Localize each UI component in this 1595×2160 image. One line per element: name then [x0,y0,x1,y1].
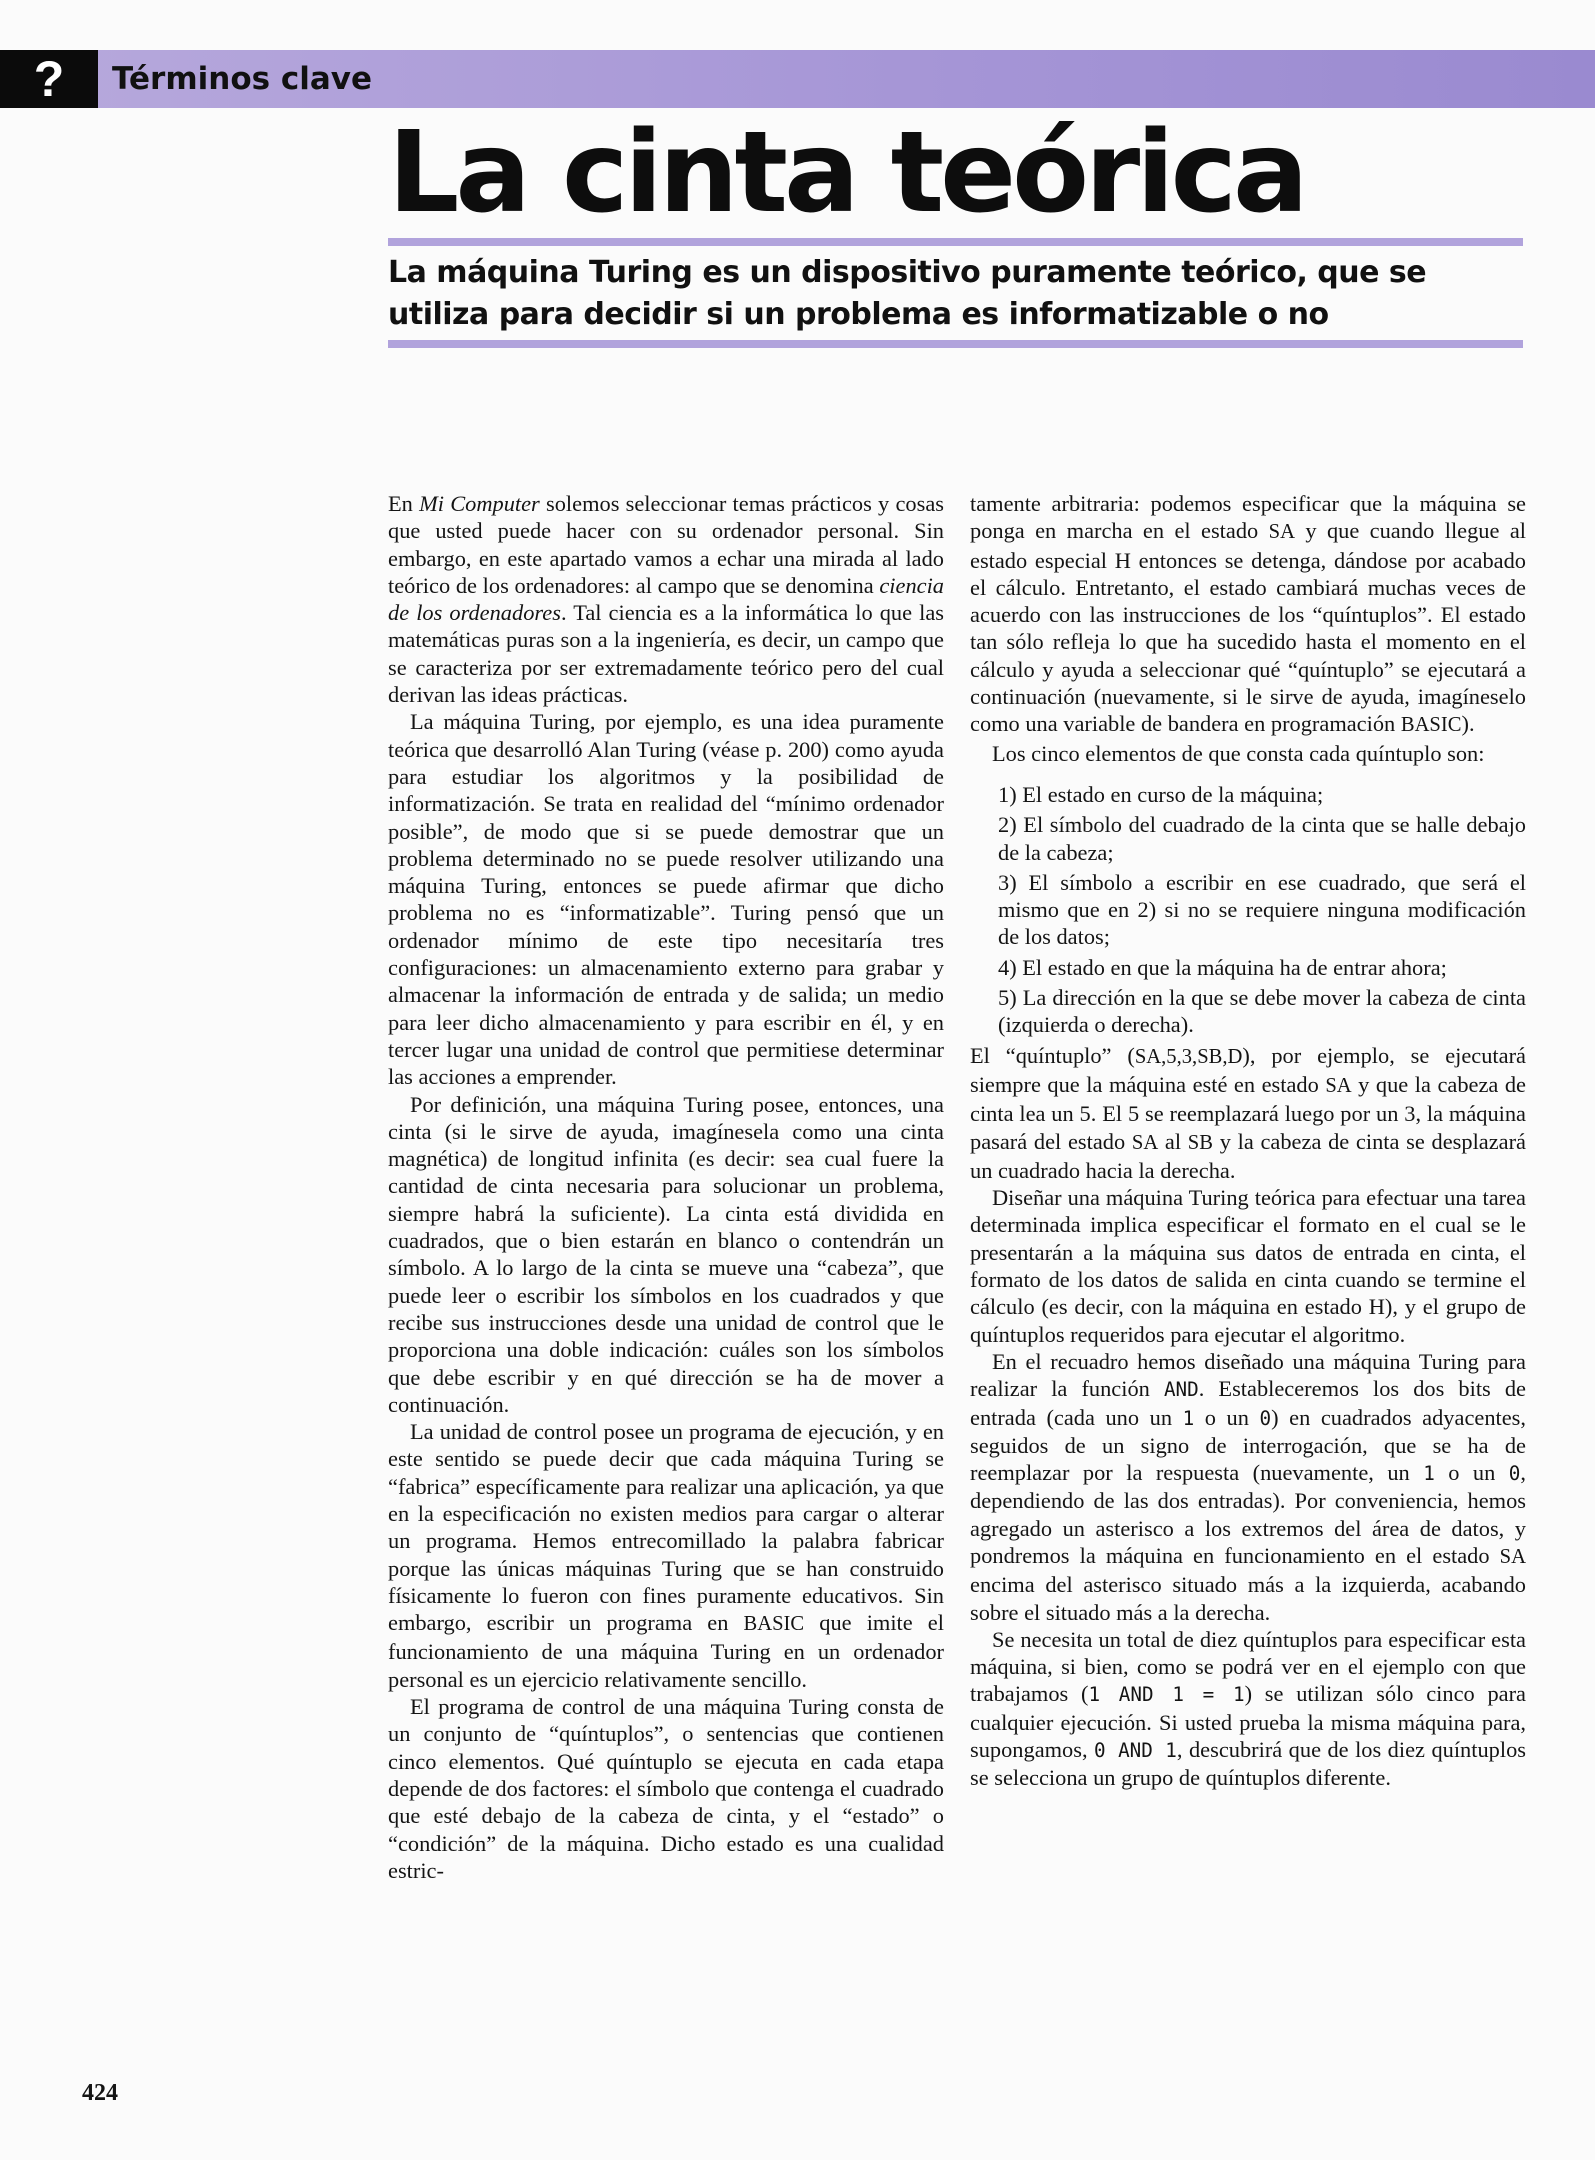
page-number: 424 [82,2080,118,2106]
list-item: 5) La dirección en la que se debe mover la cabeza de cinta (izquierda o derecha). [998,985,1526,1038]
paragraph: La máquina Turing, por ejemplo, es una idea puramente teórica que desarrolló Alan Turing (véase p. 200) como ayuda para estudiar los algoritmos y la posibilidad de informatización. Se trata en realidad del “mínimo ordenador posible”, de modo que si se puede demostrar que un problema determinado no se puede resolver utilizando una máquina Turing, entonces se puede afirmar que dicho problema no es “informatizable”. Turing pensó que un ordenador mínimo de este tipo necesitaría tres configuraciones: un almacenamiento externo para grabar y almacenar la información de entrada y de salida; un medio para leer dicho almacenamiento y para escribir en él, y en tercer lugar una unidad de control que permitiese determinar las acciones a emprender. [388,709,944,1090]
question-mark-icon: ? [0,50,98,108]
paragraph-continued: tamente arbitraria: podemos especificar que la máquina se ponga en marcha en el estado SA y que cuando llegue al estado especial H entonces se detenga, dándose por acabado el cálculo. Entretanto, el estado cambiará muchas veces de acuerdo con las instrucciones de los “quíntuplos”. El estado tan sólo refleja lo que ha sucedido hasta el momento en el cálculo y ayuda a seleccionar qué “quíntuplo” se ejecutará a continuación (nuevamente, si le sirve de ayuda, imagíneselo como una variable de bandera en programación BASIC). [970,491,1526,737]
paragraph: La unidad de control posee un programa de ejecución, y en este sentido se puede decir que cada máquina Turing se “fabrica” específicamente para realizar una aplicación, ya que en la especificación no existen medios para cargar o alterar un programa. Hemos entrecomillado la palabra fabricar porque las únicas máquinas Turing que se han construido físicamente lo fueron con fines puramente educativos. Sin embargo, escribir un programa en BASIC que imite el funcionamiento de una máquina Turing en un ordenador personal es un ejercicio relativamente sencillo. [388,1419,944,1692]
body-column-left [388,490,944,1884]
section-label: Términos clave [112,61,373,97]
list-item: 4) El estado en que la máquina ha de entrar ahora; [998,954,1447,980]
paragraph: Se necesita un total de diez quíntuplos para especificar esta máquina, si bien, como se podrá ver en el ejemplo con que trabajamos (1 AND 1 = 1) se utilizan sólo cinco para cualquier ejecución. Si usted prueba la misma máquina para, supongamos, 0 AND 1, descubrirá que de los diez quíntuplos se selecciona un grupo de quíntuplos diferente. [970,1626,1526,1791]
paragraph: Diseñar una máquina Turing teórica para efectuar una tarea determinada implica especificar el formato en el cual se le presentarán a la máquina sus datos de entrada en cinta, el formato de los datos de salida en cinta cuando se termine el cálculo (es decir, con la máquina en estado H), y el grupo de quíntuplos requeridos para ejecutar el algoritmo. [970,1185,1526,1347]
term-emphasis: ciencia de los ordenadores [388,572,944,626]
list-item: 2) El símbolo del cuadrado de la cinta que se halle debajo de la cabeza; [998,812,1526,865]
paragraph: Por definición, una máquina Turing posee, entonces, una cinta (si le sirve de ayuda, imagínesela como una cinta magnética) de longitud infinita (es decir: sea cual fuere la cantidad de cinta necesaria para solucionar un problema, siempre habrá la suficiente). La cinta está dividida en cuadrados, que o bien estarán en blanco o contendrán un símbolo. A lo largo de la cinta se mueve una “cabeza”, que puede leer o escribir los símbolos en los cuadrados y que recibe sus instrucciones desde una unidad de control que le proporciona una doble indicación: cuáles son los símbolos que debe escribir y en qué dirección se ha de mover a continuación. [388,1091,944,1417]
paragraph: Los cinco elementos de que consta cada quíntuplo son: [992,740,1485,766]
paragraph: El programa de control de una máquina Turing consta de un conjunto de “quíntuplos”, o sentencias que contienen cinco elementos. Qué quíntuplo se ejecuta en cada etapa depende de dos factores: el símbolo que contenga el cuadrado que esté debajo de la cabeza de cinta, y el “estado” o “condición” de la máquina. Dicho estado es una cualidad estric- [388,1694,944,1883]
title-rule-top [388,238,1523,246]
page-title: La cinta teórica [388,108,1305,238]
page-subtitle: La máquina Turing es un dispositivo puramente teórico, que se utiliza para decidir si un problema es informatizable o no [388,255,1427,332]
publication-name: Mi Computer [419,491,540,516]
list-item: 1) El estado en curso de la máquina; [998,781,1324,807]
paragraph: En el recuadro hemos diseñado una máquina Turing para realizar la función AND. Estableceremos los dos bits de entrada (cada uno un 1 o un 0) en cuadrados adyacentes, seguidos de un signo de interrogación, que se ha de reemplazar por la respuesta (nuevamente, un 1 o un 0, dependiendo de las dos entradas). Por conveniencia, hemos agregado un asterisco a los extremos del área de datos, y pondremos la máquina en funcionamiento en el estado SA encima del asterisco situado más a la izquierda, acabando sobre el situado más a la derecha. [970,1348,1526,1625]
body-column-right [970,490,1526,1792]
quintuple-elements-list [998,781,1526,1039]
list-item: 3) El símbolo a escribir en ese cuadrado, que será el mismo que en 2) si no se requiere ninguna modificación de los datos; [998,869,1526,950]
paragraph-intro: En Mi Computer solemos seleccionar temas prácticos y cosas que usted puede hacer con su ordenador personal. Sin embargo, en este apartado vamos a echar una mirada al lado teórico de los ordenadores: al campo que se denomina ciencia de los ordenadores. Tal ciencia es a la informática lo que las matemáticas puras son a la ingeniería, es decir, un campo que se caracteriza por ser extremadamente teórico pero del cual derivan las ideas prácticas. [388,491,944,708]
title-rule-bottom [388,340,1523,348]
paragraph: El “quíntuplo” (SA,5,3,SB,D), por ejemplo, se ejecutará siempre que la máquina esté en estado SA y que la cabeza de cinta lea un 5. El 5 se reemplazará luego por un 3, la máquina pasará del estado SA al SB y la cabeza de cinta se desplazará un cuadrado hacia la derecha. [970,1042,1526,1183]
